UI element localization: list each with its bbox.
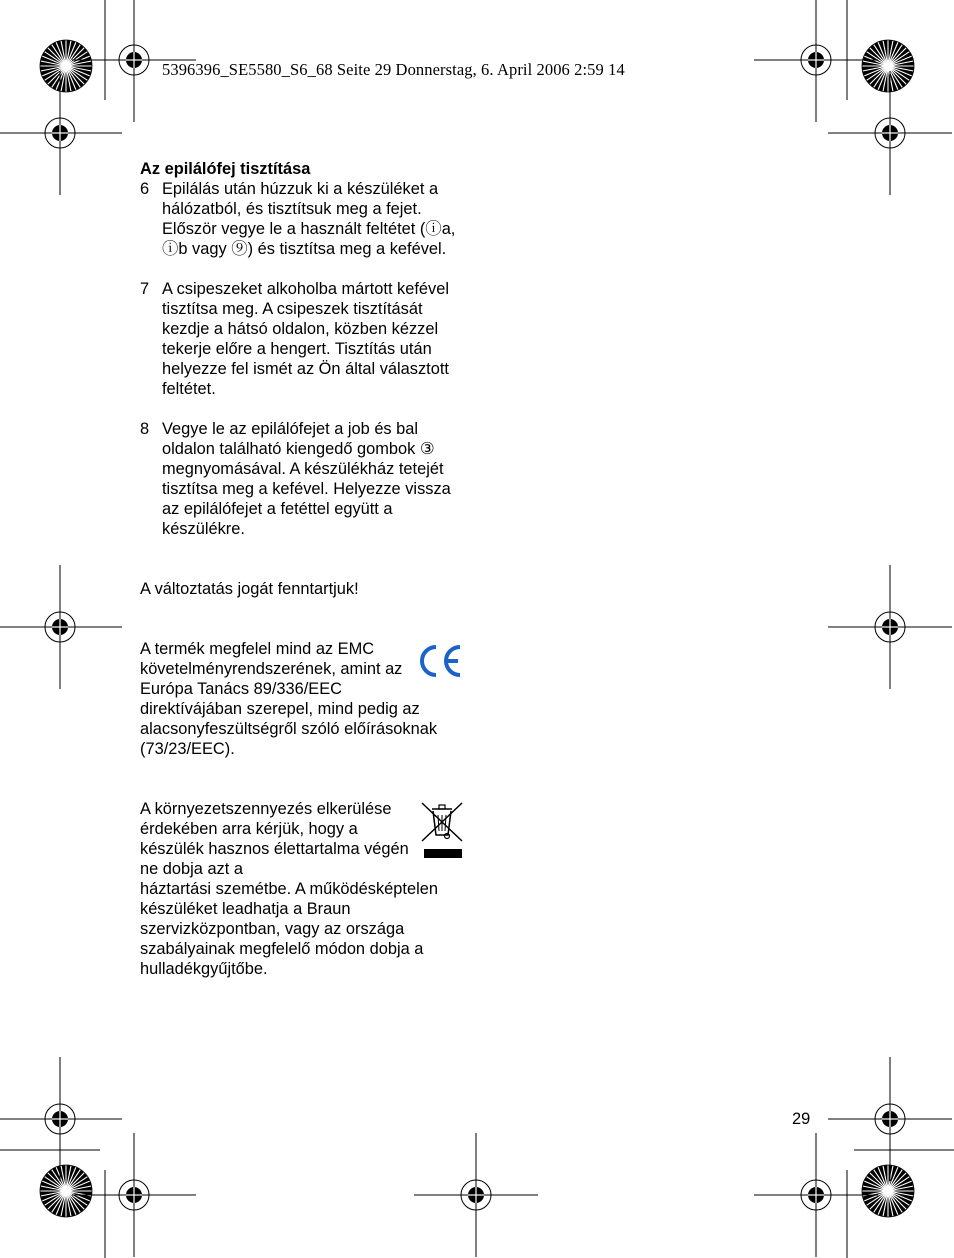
star-mark-bottom-right (862, 1165, 914, 1217)
ce-text-beside: A termék megfelel mind az EMC követelményrendszerének, amint az Európa Tanács 89/336/EEC (140, 640, 403, 698)
step-text: Epilálás után húzzuk ki a készüléket a hálózatból, és tisztítsuk meg a fejet. Először vegye le a használt feltétet (ⓘa, ⓘb vagy ⑨) és tisztítsa meg a kefével. (162, 180, 456, 258)
crosshair-bottom-right (754, 1133, 878, 1257)
weee-text-full: háztartási szemétbe. A működésképtelen készüléket leadhatja a Braun szervizközpontban, vagy az országa szabályainak megfelelő módon dobja a hulladékgyűjtőbe. (140, 880, 438, 978)
star-mark-bottom-left (40, 1165, 92, 1217)
step-7 (140, 279, 470, 399)
crosshair-bottom-center (414, 1133, 538, 1257)
section-title: Az epilálófej tisztítása (140, 160, 311, 178)
crosshair-left-middle (0, 565, 122, 689)
step-8 (140, 419, 470, 539)
star-mark-top-right (862, 40, 914, 92)
page-content (140, 159, 470, 979)
crosshair-right-lower (828, 1057, 952, 1181)
print-header: 5396396_SE5580_S6_68 Seite 29 Donnerstag, 6. April 2006 2:59 14 (162, 60, 625, 79)
weee-disposal-block (140, 799, 470, 979)
ce-mark-icon (416, 643, 464, 679)
step-number: 6 (140, 180, 150, 198)
crosshair-right-middle (828, 565, 952, 689)
crosshair-left-lower (0, 1057, 122, 1181)
step-number: 8 (140, 420, 150, 438)
page-number: 29 (792, 1110, 811, 1128)
star-mark-top-left (40, 40, 92, 92)
weee-text-beside: A környezetszennyezés elkerülése érdekében arra kérjük, hogy a készülék hasznos élettartalma végén ne dobja azt a (140, 800, 409, 878)
ce-text-full: direktívájában szerepel, mind pedig az alacsonyfeszültségről szóló előírásoknak (73/23/EEC). (140, 700, 438, 758)
notice-text: A változtatás jogát fenntartjuk! (140, 580, 359, 598)
step-text: Vegye le az epilálófejet a job és bal oldalon található kiengedő gombok ③ megnyomásával. A készülékház tetejét tisztítsa meg a kefével. Helyezze vissza az epilálófejet a fetéttel együtt a készülékre. (162, 420, 451, 538)
crossed-out-bin-icon (420, 799, 464, 863)
step-text: A csipeszeket alkoholba mártott kefével tisztítsa meg. A csipeszek tisztítását kezdje a hátsó oldalon, közben kézzel tekerje előre a hengert. Tisztítás után helyezze fel ismét az Ön által választott feltétet. (162, 280, 449, 398)
crosshair-top-right (754, 0, 878, 122)
crosshair-bottom-left (72, 1133, 196, 1257)
step-number: 7 (140, 280, 150, 298)
step-6 (140, 179, 470, 259)
ce-compliance-block (140, 639, 470, 759)
